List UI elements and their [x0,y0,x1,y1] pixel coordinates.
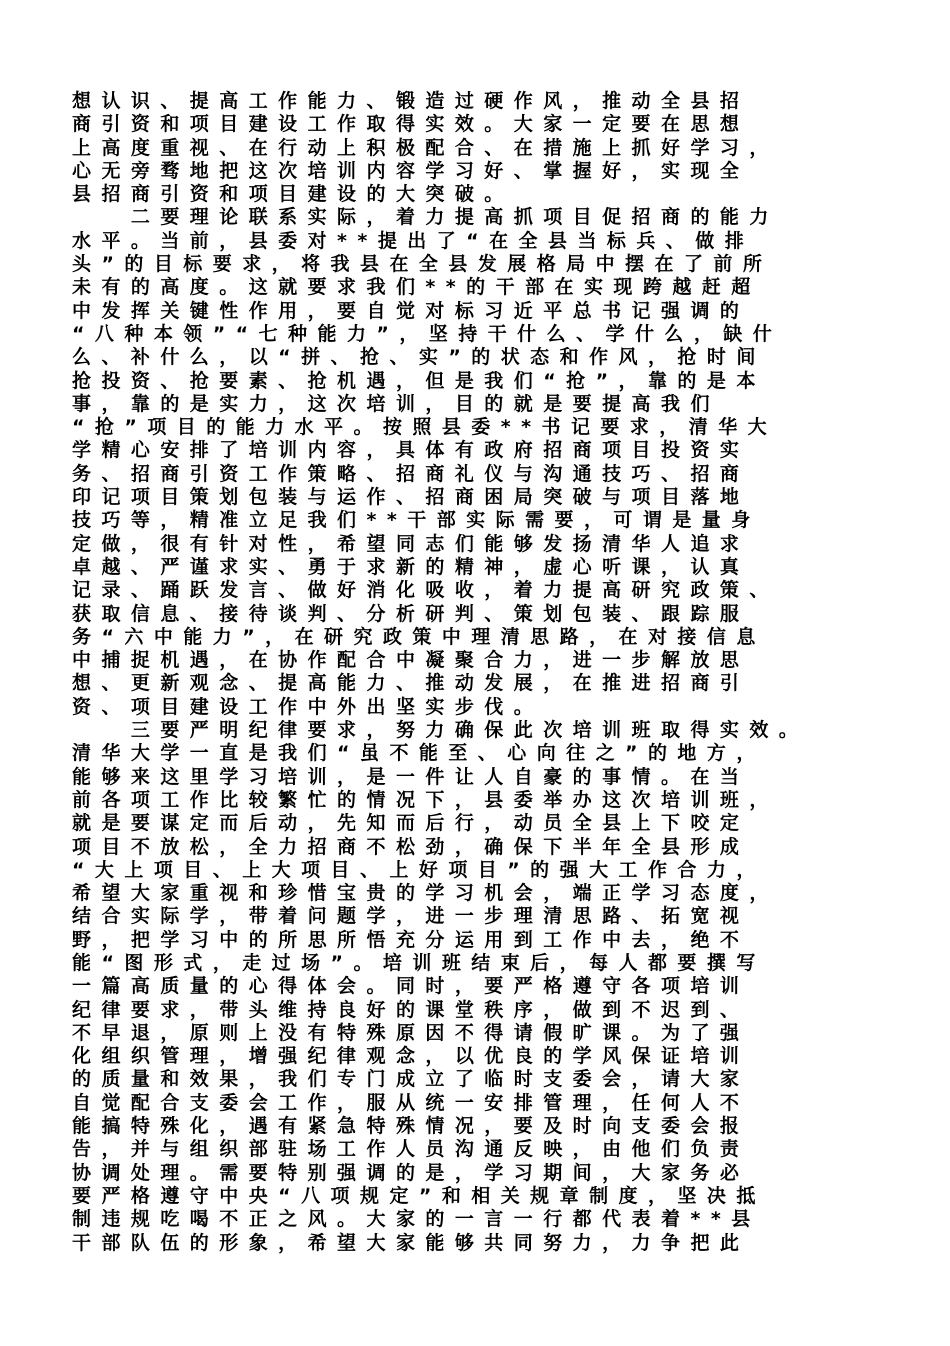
paragraph-heading-line: 二要理论联系实际，着力提高抓项目促招商的能力 [72,206,779,229]
text-line: 记录、踊跃发言、做好消化吸收，着力提高研究政策、 [72,579,779,602]
paragraph-heading-line: 三要严明纪律要求，努力确保此次培训班取得实效。 [72,719,809,742]
text-line: 能够来这里学习培训，是一件让人自豪的事情。在当 [72,765,750,788]
text-line: “大上项目、上大项目、上好项目”的强大工作合力， [72,858,766,881]
text-line: 结合实际学，带着问题学，进一步理清思路、拓宽视 [72,905,750,928]
text-line: 自觉配合支委会工作，服从统一安排管理，任何人不 [72,1091,750,1114]
text-line: 协调处理。需要特别强调的是，学习期间，大家务必 [72,1161,750,1184]
text-line: 未有的高度。这就要求我们**的干部在实现跨越赶超 [72,276,761,299]
text-line: “八种本领”“七种能力”，坚持干什么、学什么，缺什 [72,322,783,345]
text-line: 务、招商引资工作策略、招商礼仪与沟通技巧、招商 [72,462,750,485]
text-line: 印记项目策划包装与运作、招商困局突破与项目落地 [72,486,750,509]
text-line: 的质量和效果，我们专门成立了临时支委会，请大家 [72,1068,750,1091]
text-line: 学精心安排了培训内容，具体有政府招商项目投资实 [72,439,750,462]
text-line: 野，把学习中的所思所悟充分运用到工作中去，绝不 [72,928,750,951]
text-line: 县招商引资和项目建设的大突破。 [72,183,514,206]
text-line: 化组织管理，增强纪律观念，以优良的学风保证培训 [72,1045,750,1068]
text-line: 务“六中能力”，在研究政策中理清思路，在对接信息 [72,625,766,648]
text-line: 获取信息、接待谈判、分析研判、策划包装、跟踪服 [72,602,750,625]
text-line: 不早退，原则上没有特殊原因不得请假旷课。为了强 [72,1021,750,1044]
text-line: 事，靠的是实力，这次培训，目的就是要提高我们 [72,392,720,415]
text-line: 前各项工作比较繁忙的情况下，县委举办这次培训班， [72,788,779,811]
text-line: 技巧等，精准立足我们**干部实际需要，可谓是量身 [72,509,761,532]
text-line: 资、项目建设工作中外出坚实步伐。 [72,695,544,718]
text-line: 想认识、提高工作能力、锻造过硬作风，推动全县招 [72,90,750,112]
text-line: 头”的目标要求，将我县在全县发展格局中摆在了前所 [72,253,773,276]
text-line: 项目不放松，全力招商不松劲，确保下半年全县形成 [72,835,750,858]
text-line: 希望大家重视和珍惜宝贵的学习机会，端正学习态度， [72,882,779,905]
text-line: 上高度重视、在行动上积极配合、在措施上抓好学习， [72,136,779,159]
text-line: 抢投资、抢要素、抢机遇，但是我们“抢”，靠的是本 [72,369,766,392]
text-line: 制违规吃喝不正之风。大家的一言一行都代表着**县 [72,1208,761,1231]
text-line: “抢”项目的能力水平。按照县委**书记要求，清华大 [72,416,778,439]
text-line: 干部队伍的形象，希望大家能够共同努力，力争把此 [72,1231,750,1254]
text-line: 能“图形式，走过场”。培训班结束后，每人都要撰写 [72,951,766,974]
text-line: 心无旁骛地把这次培训内容学习好、掌握好，实现全 [72,159,750,182]
text-line: 定做，很有针对性，希望同志们能够发扬清华人追求 [72,532,750,555]
text-line: 告，并与组织部驻场工作人员沟通反映，由他们负责 [72,1138,750,1161]
text-line: 清华大学一直是我们“虽不能至、心向往之”的地方， [72,742,766,765]
body-text [72,90,892,1255]
text-line: 一篇高质量的心得体会。同时，要严格遵守各项培训 [72,975,750,998]
text-line: 卓越、严谨求实、勇于求新的精神，虚心听课，认真 [72,555,750,578]
text-line: 么、补什么，以“拼、抢、实”的状态和作风，抢时间 [72,346,766,369]
text-line: 中发挥关键性作用，要自觉对标习近平总书记强调的 [72,299,750,322]
text-line: 商引资和项目建设工作取得实效。大家一定要在思想 [72,113,750,136]
text-line: 就是要谋定而后动，先知而后行，动员全县上下咬定 [72,812,750,835]
text-line: 想、更新观念、提高能力、推动发展，在推进招商引 [72,672,750,695]
text-line: 纪律要求，带头维持良好的课堂秩序，做到不迟到、 [72,998,750,1021]
text-line: 水平。当前，县委对**提出了“在全县当标兵、做排 [72,229,755,252]
text-line: 中捕捉机遇，在协作配合中凝聚合力，进一步解放思 [72,649,750,672]
text-line: 能搞特殊化，遇有紧急特殊情况，要及时向支委会报 [72,1115,750,1138]
text-line: 要严格遵守中央“八项规定”和相关规章制度，坚决抵 [72,1184,766,1207]
